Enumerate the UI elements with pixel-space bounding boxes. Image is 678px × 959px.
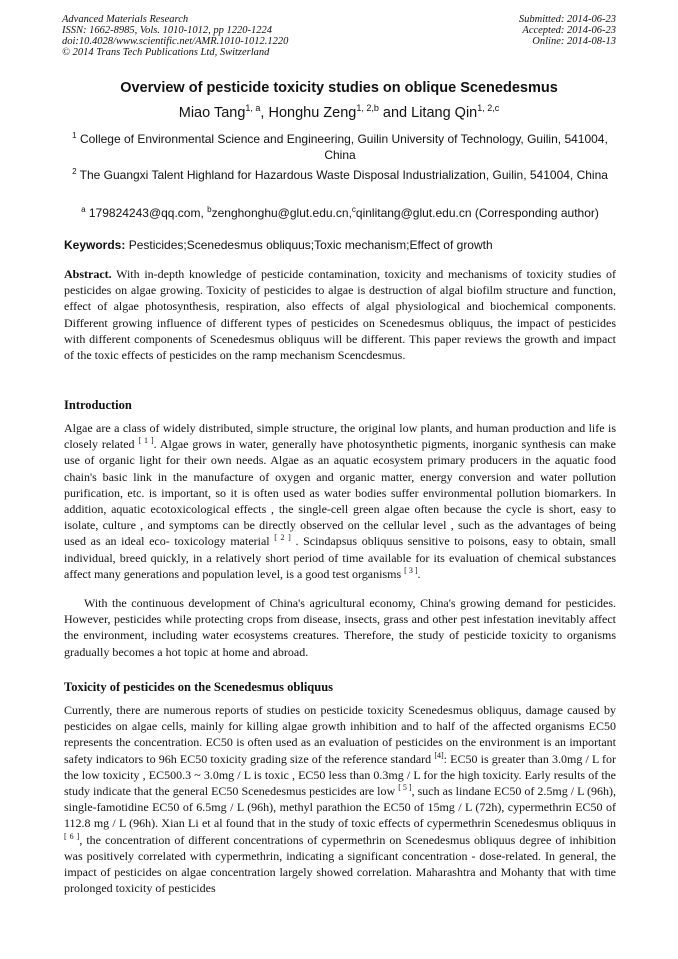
keywords-label: Keywords:	[64, 238, 126, 252]
citation-ref[interactable]: [4]	[434, 750, 444, 760]
author-name: Litang Qin	[411, 104, 478, 121]
author-affiliation-mark: 1, 2,c	[477, 103, 500, 113]
introduction-paragraph-1	[64, 420, 616, 582]
author-emails	[64, 202, 616, 221]
keywords-text: Pesticides;Scenedesmus obliquus;Toxic mechanism;Effect of growth	[128, 238, 493, 252]
paragraph-text: Currently, there are numerous reports of studies on pesticide toxicity Scenedesmus obliquus, damage caused by pesticides on algae cells, mainly for killing algae growth inhibition and to half of the affected organisms EC50 represents the concentration. EC50 is often used as an evaluation of pesticides on the environment is an important safety indicators to 96h EC50 toxicity grading size of the reference standard	[64, 703, 616, 766]
affiliation-1	[64, 128, 616, 163]
section-heading-introduction: Introduction	[64, 398, 132, 412]
paragraph-text: . Algae grows in water, generally have photosynthetic pigments, inorganic synthesis can make use of organic light for their own needs. Algae as an aquatic ecosystem primary producers in the aquatic food chain's basic link in the manufacture of oxygen and organic matter, energy conversion and water pollution purification, etc. is important, so it is often used as water bodies suffer environmental pollution biomarkers. In addition, aquatic ecotoxicological effects , the single-cell green algae often because the cycle is short, easy to isolate, culture , and symptoms can be directly observed on the cellular level , such as the advantages of being used as an ideal eco- toxicology material	[64, 437, 616, 549]
affiliation-text: College of Environmental Science and Engineering, Guilin University of Technology, Guilin, 541004, China	[79, 132, 608, 162]
keywords	[64, 238, 616, 252]
email-mark: c	[351, 205, 356, 214]
paragraph-text: Algae are a class of widely distributed, simple structure, the original low plants, and human production and life is closely related	[64, 421, 616, 452]
abstract-label: Abstract.	[64, 267, 112, 281]
author-affiliation-mark: 1, 2,b	[356, 103, 379, 113]
accepted-date: Accepted: 2014-06-23	[522, 25, 616, 36]
email-link[interactable]: zenghonghu@glut.edu.cn,	[211, 206, 352, 220]
email-link[interactable]: qinlitang@glut.edu.cn (Corresponding author)	[355, 206, 599, 220]
toxicity-paragraph-1	[64, 702, 616, 896]
paper-title: Overview of pesticide toxicity studies on oblique Scenedesmus	[120, 80, 558, 96]
author-list	[40, 103, 638, 121]
citation-ref[interactable]: [ 2 ]	[274, 533, 291, 543]
affiliation-mark: 1	[72, 131, 77, 140]
abstract	[64, 266, 616, 363]
journal-header-left	[62, 14, 382, 58]
paragraph-text: : EC50 is greater than 3.0mg / L for the low toxicity , EC500.3 ~ 3.0mg / L is toxic , EC50 less than 0.3mg / L for the high toxicity. Early results of the study indicate that the general EC50 Scenedesmus pesticides are low	[64, 751, 617, 799]
email-mark: b	[207, 205, 212, 214]
affiliation-text: The Guangxi Talent Highland for Hazardous Waste Disposal Industrialization, Guilin, 541004, China	[79, 168, 608, 182]
paragraph-text: , such as lindane EC50 of 2.5mg / L (96h), single-famotidine EC50 of 6.5mg / L (96h), methyl parathion the EC50 of 15mg / L (72h), cypermethrin EC50 of 112.8 mg / L (96h). Xian Li et al found that in the study of toxic effects of cypermethrin Scenedesmus obliquus in	[64, 784, 617, 831]
author-affiliation-mark: 1, a	[245, 103, 261, 113]
online-date: Online: 2014-08-13	[532, 36, 616, 47]
citation-ref[interactable]: [ 3 ]	[404, 565, 418, 575]
paragraph-text: , the concentration of different concentrations of cypermethrin on Scenedesmus obliquus degree of inhibition was positively correlated with cypermethrin, indicating a significant concentration - dose-related. In general, the impact of pesticides on algae concentration largely showed correlation. Maharashtra and Mohanty that with time prolonged toxicity of pesticides	[64, 832, 617, 896]
abstract-text: With in-depth knowledge of pesticide contamination, toxicity and mechanisms of toxicity studies of pesticides on algae growing. Toxicity of pesticides to algae is destruction of algal biofilm structure and function, effect of algae photosynthesis, respiration, also effects of algal physiological and biochemical components. Different growing influence of different types of pesticides on Scenedesmus obliquus, the impact of pesticides with different components of Scenedesmus obliquus will be different. This paper reviews the growth and impact of the toxic effects of pesticides on the ramp mechanism Scencdesmus.	[64, 267, 616, 363]
citation-ref[interactable]: [ 6 ]	[64, 831, 80, 841]
journal-name: Advanced Materials Research	[62, 14, 189, 25]
author-separator: and	[378, 104, 412, 121]
citation-ref[interactable]: [ 5 ]	[398, 783, 412, 793]
author-name: Honghu Zeng	[268, 104, 357, 121]
author-name: Miao Tang	[178, 104, 246, 121]
citation-ref[interactable]: [ 1 ]	[138, 436, 154, 446]
section-heading-toxicity: Toxicity of pesticides on the Scenedesmus obliquus	[64, 680, 334, 694]
author-separator: ,	[260, 104, 269, 121]
introduction-paragraph-2: With the continuous development of China's agricultural economy, China's growing demand for pesticides. However, pesticides while protecting crops from disease, insects, grass and other pest infestation inevitably affect the environment, including water ecosystems creatures. Therefore, the study of pesticide toxicity to organisms gradually becomes a hot topic at home and abroad.	[64, 596, 616, 659]
paragraph-text: .	[417, 566, 421, 581]
email-mark: a	[81, 205, 86, 214]
paragraph-text: . Scindapsus obliquus sensitive to poisons, easy to obtain, small individual, breed quickly, in a relatively short period of time available for its evaluation of chemical substances affect many generations and population level, is a good test organisms	[64, 534, 617, 581]
journal-header-right	[416, 14, 616, 47]
issn-line: ISSN: 1662-8985, Vols. 1010-1012, pp 1220-1224	[62, 25, 272, 36]
copyright-line: © 2014 Trans Tech Publications Ltd, Switzerland	[62, 47, 270, 58]
doi-line: doi:10.4028/www.scientific.net/AMR.1010-1012.1220	[62, 36, 289, 47]
affiliation-mark: 2	[72, 167, 77, 176]
submitted-date: Submitted: 2014-06-23	[518, 14, 616, 25]
affiliation-2	[64, 164, 616, 183]
email-link[interactable]: 179824243@qq.com,	[88, 206, 204, 220]
